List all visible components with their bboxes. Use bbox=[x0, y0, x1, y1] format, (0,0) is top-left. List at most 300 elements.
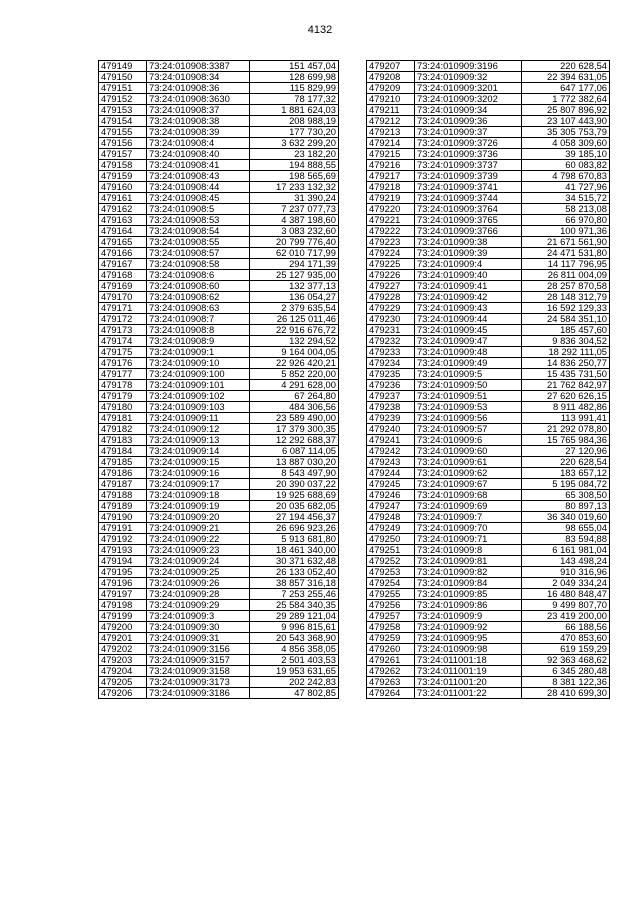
row-number: 479230 bbox=[367, 314, 415, 325]
cadastral-number: 73:24:010909:48 bbox=[415, 347, 522, 358]
table-row bbox=[367, 413, 610, 424]
cadastral-value: 27 120,96 bbox=[522, 446, 610, 457]
cadastral-value: 58 213,08 bbox=[522, 204, 610, 215]
cadastral-number: 73:24:010909:81 bbox=[415, 556, 522, 567]
cadastral-value: 98 655,04 bbox=[522, 523, 610, 534]
cadastral-number: 73:24:010909:26 bbox=[147, 578, 250, 589]
row-number: 479200 bbox=[99, 622, 147, 633]
row-number: 479152 bbox=[99, 94, 147, 105]
row-number: 479209 bbox=[367, 83, 415, 94]
cadastral-number: 73:24:010908:4 bbox=[147, 138, 250, 149]
table-row bbox=[367, 611, 610, 622]
cadastral-value: 26 133 052,40 bbox=[250, 567, 339, 578]
table-row bbox=[99, 545, 339, 556]
table-row bbox=[367, 424, 610, 435]
cadastral-value: 47 802,85 bbox=[250, 688, 339, 699]
row-number: 479238 bbox=[367, 402, 415, 413]
table-row bbox=[99, 358, 339, 369]
table-row bbox=[99, 402, 339, 413]
cadastral-number: 73:24:010909:86 bbox=[415, 600, 522, 611]
row-number: 479215 bbox=[367, 149, 415, 160]
cadastral-value: 3 632 299,20 bbox=[250, 138, 339, 149]
cadastral-value: 21 762 842,97 bbox=[522, 380, 610, 391]
row-number: 479180 bbox=[99, 402, 147, 413]
cadastral-number: 73:24:010909:92 bbox=[415, 622, 522, 633]
table-row bbox=[367, 292, 610, 303]
table-row bbox=[367, 380, 610, 391]
row-number: 479178 bbox=[99, 380, 147, 391]
row-number: 479231 bbox=[367, 325, 415, 336]
cadastral-value: 16 592 129,33 bbox=[522, 303, 610, 314]
cadastral-number: 73:24:010909:3186 bbox=[147, 688, 250, 699]
row-number: 479226 bbox=[367, 270, 415, 281]
table-row bbox=[367, 182, 610, 193]
cadastral-value: 26 125 011,46 bbox=[250, 314, 339, 325]
row-number: 479250 bbox=[367, 534, 415, 545]
cadastral-value: 92 363 468,62 bbox=[522, 655, 610, 666]
row-number: 479222 bbox=[367, 226, 415, 237]
cadastral-value: 27 620 626,15 bbox=[522, 391, 610, 402]
row-number: 479254 bbox=[367, 578, 415, 589]
table-row bbox=[367, 523, 610, 534]
table-row bbox=[367, 270, 610, 281]
cadastral-value: 22 916 676,72 bbox=[250, 325, 339, 336]
table-row bbox=[99, 138, 339, 149]
table-row bbox=[99, 94, 339, 105]
cadastral-value: 185 457,60 bbox=[522, 325, 610, 336]
cadastral-number: 73:24:010909:29 bbox=[147, 600, 250, 611]
table-row bbox=[367, 622, 610, 633]
cadastral-number: 73:24:010909:56 bbox=[415, 413, 522, 424]
table-row bbox=[99, 347, 339, 358]
cadastral-value: 20 799 776,40 bbox=[250, 237, 339, 248]
cadastral-value: 26 696 923,26 bbox=[250, 523, 339, 534]
table-row bbox=[367, 600, 610, 611]
row-number: 479153 bbox=[99, 105, 147, 116]
cadastral-value: 113 991,41 bbox=[522, 413, 610, 424]
row-number: 479232 bbox=[367, 336, 415, 347]
row-number: 479208 bbox=[367, 72, 415, 83]
row-number: 479191 bbox=[99, 523, 147, 534]
cadastral-number: 73:24:010909:22 bbox=[147, 534, 250, 545]
cadastral-value: 4 058 309,60 bbox=[522, 138, 610, 149]
cadastral-number: 73:24:010909:69 bbox=[415, 501, 522, 512]
cadastral-value: 19 925 688,69 bbox=[250, 490, 339, 501]
table-row bbox=[99, 116, 339, 127]
cadastral-value: 28 410 699,30 bbox=[522, 688, 610, 699]
cadastral-number: 73:24:010909:40 bbox=[415, 270, 522, 281]
cadastral-number: 73:24:010909:37 bbox=[415, 127, 522, 138]
table-row bbox=[99, 556, 339, 567]
row-number: 479256 bbox=[367, 600, 415, 611]
row-number: 479201 bbox=[99, 633, 147, 644]
cadastral-number: 73:24:010909:39 bbox=[415, 248, 522, 259]
row-number: 479168 bbox=[99, 270, 147, 281]
left-register-table bbox=[98, 60, 339, 699]
cadastral-value: 177 730,20 bbox=[250, 127, 339, 138]
cadastral-value: 66 188,56 bbox=[522, 622, 610, 633]
table-row bbox=[367, 116, 610, 127]
row-number: 479150 bbox=[99, 72, 147, 83]
row-number: 479227 bbox=[367, 281, 415, 292]
table-row bbox=[99, 391, 339, 402]
cadastral-value: 208 988,19 bbox=[250, 116, 339, 127]
cadastral-value: 66 970,80 bbox=[522, 215, 610, 226]
row-number: 479171 bbox=[99, 303, 147, 314]
cadastral-value: 9 836 304,52 bbox=[522, 336, 610, 347]
cadastral-value: 8 381 122,36 bbox=[522, 677, 610, 688]
row-number: 479158 bbox=[99, 160, 147, 171]
table-row bbox=[99, 633, 339, 644]
row-number: 479174 bbox=[99, 336, 147, 347]
table-row bbox=[367, 644, 610, 655]
row-number: 479224 bbox=[367, 248, 415, 259]
cadastral-value: 198 565,69 bbox=[250, 171, 339, 182]
table-row bbox=[99, 369, 339, 380]
cadastral-number: 73:24:010909:3202 bbox=[415, 94, 522, 105]
row-number: 479261 bbox=[367, 655, 415, 666]
cadastral-value: 83 594,88 bbox=[522, 534, 610, 545]
cadastral-value: 60 083,82 bbox=[522, 160, 610, 171]
cadastral-value: 29 289 121,04 bbox=[250, 611, 339, 622]
cadastral-number: 73:24:010908:8 bbox=[147, 325, 250, 336]
table-row bbox=[99, 380, 339, 391]
cadastral-value: 28 257 870,58 bbox=[522, 281, 610, 292]
cadastral-value: 39 185,10 bbox=[522, 149, 610, 160]
table-row bbox=[367, 512, 610, 523]
row-number: 479241 bbox=[367, 435, 415, 446]
table-row bbox=[99, 193, 339, 204]
cadastral-number: 73:24:010909:32 bbox=[415, 72, 522, 83]
cadastral-number: 73:24:010908:60 bbox=[147, 281, 250, 292]
cadastral-number: 73:24:010909:41 bbox=[415, 281, 522, 292]
cadastral-value: 1 881 624,03 bbox=[250, 105, 339, 116]
cadastral-value: 20 390 037,22 bbox=[250, 479, 339, 490]
row-number: 479243 bbox=[367, 457, 415, 468]
table-row bbox=[99, 149, 339, 160]
cadastral-value: 78 177,32 bbox=[250, 94, 339, 105]
row-number: 479233 bbox=[367, 347, 415, 358]
cadastral-value: 7 237 077,73 bbox=[250, 204, 339, 215]
row-number: 479235 bbox=[367, 369, 415, 380]
row-number: 479149 bbox=[99, 61, 147, 72]
table-row bbox=[367, 336, 610, 347]
cadastral-number: 73:24:010909:10 bbox=[147, 358, 250, 369]
cadastral-number: 73:24:010908:54 bbox=[147, 226, 250, 237]
table-row bbox=[99, 446, 339, 457]
cadastral-value: 5 195 084,72 bbox=[522, 479, 610, 490]
table-row bbox=[99, 259, 339, 270]
row-number: 479161 bbox=[99, 193, 147, 204]
cadastral-value: 30 371 632,48 bbox=[250, 556, 339, 567]
table-row bbox=[99, 523, 339, 534]
table-row bbox=[99, 83, 339, 94]
cadastral-number: 73:24:010909:5 bbox=[415, 369, 522, 380]
cadastral-value: 4 387 198,60 bbox=[250, 215, 339, 226]
row-number: 479258 bbox=[367, 622, 415, 633]
table-row bbox=[367, 72, 610, 83]
table-row bbox=[367, 402, 610, 413]
table-row bbox=[367, 468, 610, 479]
row-number: 479228 bbox=[367, 292, 415, 303]
table-row bbox=[367, 490, 610, 501]
row-number: 479203 bbox=[99, 655, 147, 666]
cadastral-number: 73:24:010909:13 bbox=[147, 435, 250, 446]
table-row bbox=[99, 512, 339, 523]
row-number: 479163 bbox=[99, 215, 147, 226]
row-number: 479197 bbox=[99, 589, 147, 600]
cadastral-number: 73:24:010909:45 bbox=[415, 325, 522, 336]
cadastral-value: 9 996 815,61 bbox=[250, 622, 339, 633]
cadastral-value: 18 292 111,05 bbox=[522, 347, 610, 358]
row-number: 479194 bbox=[99, 556, 147, 567]
table-row bbox=[99, 314, 339, 325]
table-row bbox=[367, 94, 610, 105]
row-number: 479213 bbox=[367, 127, 415, 138]
cadastral-value: 24 471 531,80 bbox=[522, 248, 610, 259]
cadastral-number: 73:24:010909:3737 bbox=[415, 160, 522, 171]
cadastral-number: 73:24:010908:40 bbox=[147, 149, 250, 160]
cadastral-value: 27 194 456,37 bbox=[250, 512, 339, 523]
table-row bbox=[99, 61, 339, 72]
cadastral-value: 2 049 334,24 bbox=[522, 578, 610, 589]
row-number: 479196 bbox=[99, 578, 147, 589]
cadastral-value: 21 292 078,80 bbox=[522, 424, 610, 435]
table-row bbox=[99, 237, 339, 248]
table-row bbox=[99, 534, 339, 545]
cadastral-value: 80 897,13 bbox=[522, 501, 610, 512]
cadastral-value: 194 888,55 bbox=[250, 160, 339, 171]
cadastral-value: 23 107 443,90 bbox=[522, 116, 610, 127]
cadastral-value: 220 628,54 bbox=[522, 457, 610, 468]
row-number: 479186 bbox=[99, 468, 147, 479]
row-number: 479159 bbox=[99, 171, 147, 182]
cadastral-value: 6 345 280,48 bbox=[522, 666, 610, 677]
cadastral-value: 15 765 984,36 bbox=[522, 435, 610, 446]
cadastral-number: 73:24:010909:84 bbox=[415, 578, 522, 589]
cadastral-number: 73:24:010909:31 bbox=[147, 633, 250, 644]
cadastral-value: 2 501 403,53 bbox=[250, 655, 339, 666]
table-row bbox=[99, 292, 339, 303]
cadastral-number: 73:24:010909:3158 bbox=[147, 666, 250, 677]
row-number: 479239 bbox=[367, 413, 415, 424]
row-number: 479165 bbox=[99, 237, 147, 248]
cadastral-value: 484 306,56 bbox=[250, 402, 339, 413]
table-row bbox=[99, 336, 339, 347]
cadastral-value: 25 807 896,92 bbox=[522, 105, 610, 116]
table-row bbox=[99, 468, 339, 479]
row-number: 479245 bbox=[367, 479, 415, 490]
row-number: 479217 bbox=[367, 171, 415, 182]
row-number: 479156 bbox=[99, 138, 147, 149]
cadastral-value: 16 480 848,47 bbox=[522, 589, 610, 600]
row-number: 479166 bbox=[99, 248, 147, 259]
cadastral-value: 26 811 004,09 bbox=[522, 270, 610, 281]
row-number: 479167 bbox=[99, 259, 147, 270]
cadastral-number: 73:24:010909:71 bbox=[415, 534, 522, 545]
cadastral-number: 73:24:010909:8 bbox=[415, 545, 522, 556]
table-row bbox=[99, 424, 339, 435]
table-row bbox=[367, 446, 610, 457]
table-row bbox=[367, 633, 610, 644]
cadastral-number: 73:24:010909:20 bbox=[147, 512, 250, 523]
cadastral-value: 20 035 682,05 bbox=[250, 501, 339, 512]
cadastral-value: 4 291 628,00 bbox=[250, 380, 339, 391]
cadastral-number: 73:24:010909:43 bbox=[415, 303, 522, 314]
table-row bbox=[367, 215, 610, 226]
table-row bbox=[99, 677, 339, 688]
cadastral-number: 73:24:010909:103 bbox=[147, 402, 250, 413]
cadastral-value: 25 127 935,00 bbox=[250, 270, 339, 281]
row-number: 479184 bbox=[99, 446, 147, 457]
cadastral-number: 73:24:010908:57 bbox=[147, 248, 250, 259]
row-number: 479205 bbox=[99, 677, 147, 688]
row-number: 479257 bbox=[367, 611, 415, 622]
table-row bbox=[367, 545, 610, 556]
table-row bbox=[99, 325, 339, 336]
cadastral-number: 73:24:010909:61 bbox=[415, 457, 522, 468]
cadastral-number: 73:24:010909:68 bbox=[415, 490, 522, 501]
row-number: 479160 bbox=[99, 182, 147, 193]
cadastral-number: 73:24:010909:82 bbox=[415, 567, 522, 578]
cadastral-number: 73:24:010908:38 bbox=[147, 116, 250, 127]
table-row bbox=[99, 72, 339, 83]
cadastral-value: 294 171,39 bbox=[250, 259, 339, 270]
row-number: 479246 bbox=[367, 490, 415, 501]
table-row bbox=[367, 369, 610, 380]
cadastral-number: 73:24:010909:3196 bbox=[415, 61, 522, 72]
cadastral-value: 132 377,13 bbox=[250, 281, 339, 292]
table-row bbox=[99, 160, 339, 171]
cadastral-number: 73:24:010909:3739 bbox=[415, 171, 522, 182]
row-number: 479198 bbox=[99, 600, 147, 611]
cadastral-number: 73:24:010909:30 bbox=[147, 622, 250, 633]
cadastral-value: 12 292 688,37 bbox=[250, 435, 339, 446]
table-row bbox=[99, 105, 339, 116]
cadastral-number: 73:24:010909:1 bbox=[147, 347, 250, 358]
cadastral-number: 73:24:010908:36 bbox=[147, 83, 250, 94]
cadastral-number: 73:24:010909:62 bbox=[415, 468, 522, 479]
cadastral-number: 73:24:010909:15 bbox=[147, 457, 250, 468]
cadastral-value: 9 164 004,05 bbox=[250, 347, 339, 358]
cadastral-number: 73:24:010909:24 bbox=[147, 556, 250, 567]
cadastral-number: 73:24:010909:98 bbox=[415, 644, 522, 655]
cadastral-number: 73:24:011001:18 bbox=[415, 655, 522, 666]
cadastral-number: 73:24:010909:16 bbox=[147, 468, 250, 479]
row-number: 479190 bbox=[99, 512, 147, 523]
table-row bbox=[99, 644, 339, 655]
cadastral-number: 73:24:010909:17 bbox=[147, 479, 250, 490]
row-number: 479253 bbox=[367, 567, 415, 578]
row-number: 479251 bbox=[367, 545, 415, 556]
cadastral-number: 73:24:010909:47 bbox=[415, 336, 522, 347]
table-row bbox=[367, 589, 610, 600]
cadastral-number: 73:24:010909:3 bbox=[147, 611, 250, 622]
cadastral-number: 73:24:010909:21 bbox=[147, 523, 250, 534]
row-number: 479240 bbox=[367, 424, 415, 435]
row-number: 479188 bbox=[99, 490, 147, 501]
table-row bbox=[367, 193, 610, 204]
cadastral-number: 73:24:010908:58 bbox=[147, 259, 250, 270]
cadastral-value: 910 316,96 bbox=[522, 567, 610, 578]
row-number: 479177 bbox=[99, 369, 147, 380]
row-number: 479223 bbox=[367, 237, 415, 248]
row-number: 479175 bbox=[99, 347, 147, 358]
cadastral-value: 4 856 358,05 bbox=[250, 644, 339, 655]
row-number: 479234 bbox=[367, 358, 415, 369]
cadastral-number: 73:24:010909:3726 bbox=[415, 138, 522, 149]
cadastral-number: 73:24:010909:3764 bbox=[415, 204, 522, 215]
row-number: 479216 bbox=[367, 160, 415, 171]
cadastral-number: 73:24:010909:100 bbox=[147, 369, 250, 380]
table-row bbox=[99, 413, 339, 424]
cadastral-number: 73:24:010908:53 bbox=[147, 215, 250, 226]
table-row bbox=[367, 314, 610, 325]
cadastral-number: 73:24:010908:62 bbox=[147, 292, 250, 303]
cadastral-number: 73:24:010909:42 bbox=[415, 292, 522, 303]
cadastral-value: 65 308,50 bbox=[522, 490, 610, 501]
table-row bbox=[367, 435, 610, 446]
page-number: 4132 bbox=[307, 24, 333, 36]
cadastral-value: 34 515,72 bbox=[522, 193, 610, 204]
cadastral-value: 619 159,29 bbox=[522, 644, 610, 655]
table-row bbox=[367, 281, 610, 292]
table-row bbox=[99, 303, 339, 314]
cadastral-value: 647 177,06 bbox=[522, 83, 610, 94]
cadastral-number: 73:24:010909:12 bbox=[147, 424, 250, 435]
cadastral-number: 73:24:010909:38 bbox=[415, 237, 522, 248]
cadastral-number: 73:24:010909:28 bbox=[147, 589, 250, 600]
cadastral-number: 73:24:010909:6 bbox=[415, 435, 522, 446]
cadastral-value: 8 911 482,86 bbox=[522, 402, 610, 413]
cadastral-value: 6 161 981,04 bbox=[522, 545, 610, 556]
table-row bbox=[367, 61, 610, 72]
table-row bbox=[99, 490, 339, 501]
cadastral-number: 73:24:010909:53 bbox=[415, 402, 522, 413]
row-number: 479210 bbox=[367, 94, 415, 105]
table-row bbox=[367, 358, 610, 369]
table-row bbox=[367, 259, 610, 270]
table-row bbox=[99, 589, 339, 600]
cadastral-number: 73:24:010908:39 bbox=[147, 127, 250, 138]
cadastral-value: 132 294,52 bbox=[250, 336, 339, 347]
cadastral-value: 17 233 132,32 bbox=[250, 182, 339, 193]
table-row bbox=[367, 457, 610, 468]
row-number: 479220 bbox=[367, 204, 415, 215]
cadastral-value: 128 699,98 bbox=[250, 72, 339, 83]
table-row bbox=[99, 281, 339, 292]
cadastral-number: 73:24:010909:9 bbox=[415, 611, 522, 622]
cadastral-value: 100 971,36 bbox=[522, 226, 610, 237]
cadastral-number: 73:24:010909:18 bbox=[147, 490, 250, 501]
row-number: 479172 bbox=[99, 314, 147, 325]
cadastral-number: 73:24:010908:3387 bbox=[147, 61, 250, 72]
row-number: 479199 bbox=[99, 611, 147, 622]
row-number: 479192 bbox=[99, 534, 147, 545]
row-number: 479218 bbox=[367, 182, 415, 193]
cadastral-number: 73:24:010909:67 bbox=[415, 479, 522, 490]
row-number: 479244 bbox=[367, 468, 415, 479]
cadastral-number: 73:24:010909:23 bbox=[147, 545, 250, 556]
row-number: 479247 bbox=[367, 501, 415, 512]
table-row bbox=[99, 655, 339, 666]
row-number: 479169 bbox=[99, 281, 147, 292]
row-number: 479202 bbox=[99, 644, 147, 655]
row-number: 479219 bbox=[367, 193, 415, 204]
cadastral-number: 73:24:010909:3765 bbox=[415, 215, 522, 226]
row-number: 479155 bbox=[99, 127, 147, 138]
row-number: 479225 bbox=[367, 259, 415, 270]
